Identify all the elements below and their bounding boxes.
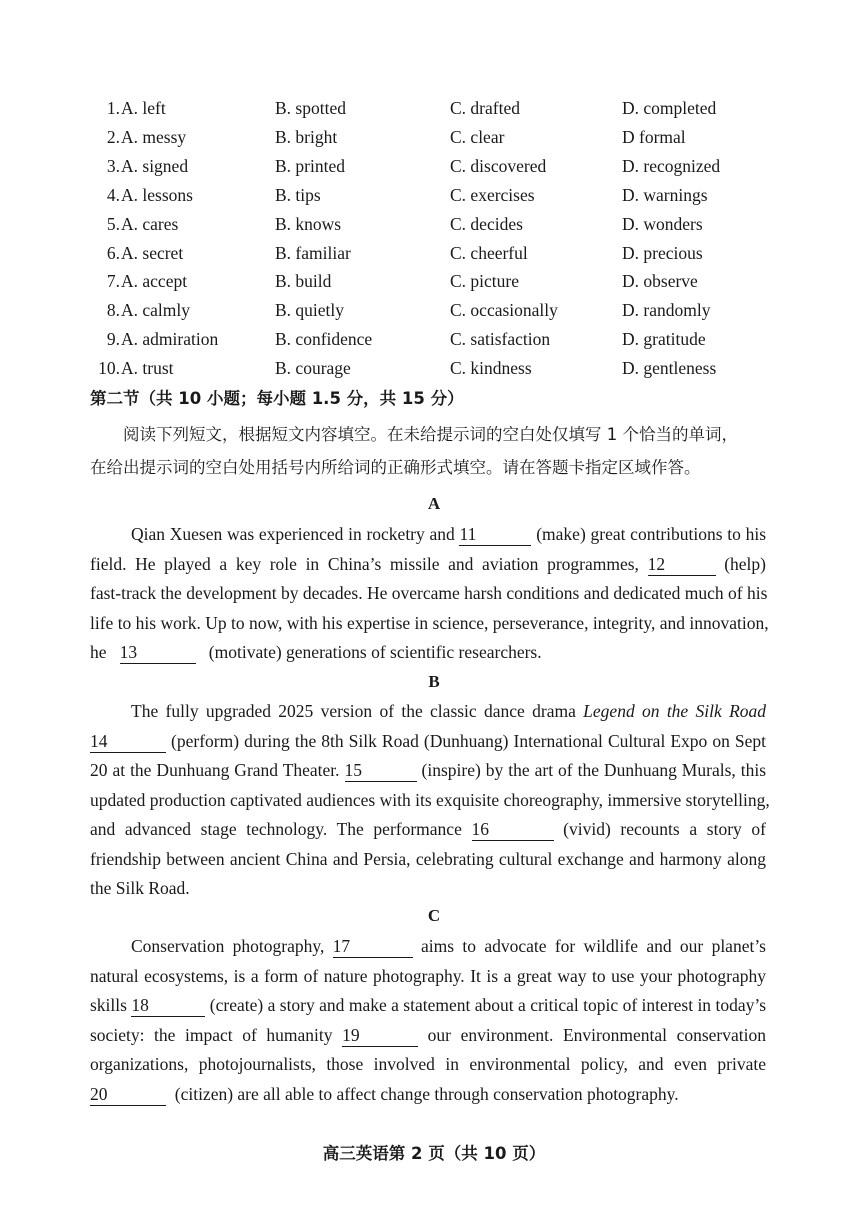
- option-c: C. picture: [450, 271, 520, 292]
- question-number: 7.: [106, 271, 120, 292]
- passage-b-line: 20 at the Dunhuang Grand Theater. 15 (inspire) by the art of the Dunhuang Murals, this: [90, 760, 767, 780]
- blank-13: 13: [120, 641, 196, 664]
- passage-c-line: organizations, photojournalists, those involved in environmental policy, and even private: [90, 1054, 766, 1074]
- passage-a-line: field. He played a key role in China’s missile and aviation programmes, 12 (help): [90, 553, 766, 574]
- question-number: 4.: [106, 184, 120, 205]
- option-b: B. familiar: [275, 242, 351, 263]
- option-c: C. satisfaction: [450, 329, 551, 350]
- passage-c-line: natural ecosystems, is a form of nature photography. It is a great way to use your photography: [90, 965, 766, 986]
- option-d: D. warnings: [622, 184, 708, 205]
- option-b: B. build: [275, 271, 332, 292]
- blank-16: 16: [472, 818, 554, 841]
- blank-12: 12: [648, 553, 716, 576]
- option-c: C. drafted: [450, 98, 520, 118]
- passage-b-line: the Silk Road.: [90, 878, 190, 898]
- question-number: 8.: [106, 300, 120, 321]
- page-footer: 高三英语第 2 页（共 10 页）: [322, 1144, 546, 1163]
- option-d: D. completed: [622, 98, 717, 118]
- question-number: 10.: [98, 358, 120, 379]
- option-c: C. exercises: [450, 184, 535, 205]
- passage-c: [90, 932, 766, 1109]
- option-a: A. trust: [121, 358, 174, 379]
- passage-b-line: The fully upgraded 2025 version of the classic dance drama Legend on the Silk Road: [131, 701, 767, 721]
- option-d: D. wonders: [622, 213, 703, 234]
- passage-b-line: friendship between ancient China and Persia, celebrating cultural exchange and harmony along: [90, 848, 766, 869]
- blank-11: 11: [459, 523, 531, 546]
- question-number: 6.: [106, 242, 120, 263]
- blank-14: 14: [90, 730, 166, 753]
- option-a: A. cares: [121, 213, 179, 234]
- passage-a: [90, 520, 769, 668]
- option-row: [0, 123, 868, 151]
- option-c: C. occasionally: [450, 300, 558, 321]
- question-number: 5.: [106, 213, 120, 234]
- option-d: D. gratitude: [622, 329, 706, 350]
- option-d: D. gentleness: [622, 358, 717, 379]
- option-row: [0, 210, 868, 238]
- blank-15: 15: [345, 759, 417, 782]
- option-row: [0, 354, 868, 382]
- instruction-line-1: 阅读下列短文，根据短文内容填空。在未给提示词的空白处仅填写 1 个恰当的单词，: [123, 425, 738, 444]
- option-c: C. cheerful: [450, 242, 528, 263]
- option-a: A. signed: [121, 155, 189, 176]
- option-a: A. messy: [121, 126, 187, 147]
- option-row: [0, 181, 868, 209]
- option-d: D. observe: [622, 271, 698, 292]
- drama-title: Legend on the Silk Road: [583, 701, 767, 721]
- option-c: C. kindness: [450, 358, 532, 379]
- option-row: [0, 325, 868, 353]
- passage-b: [90, 697, 770, 904]
- question-number: 9.: [106, 329, 120, 350]
- option-c: C. clear: [450, 126, 505, 147]
- passage-c-line: skills 18 (create) a story and make a statement about a critical topic of interest in today’s: [90, 995, 767, 1015]
- option-d: D formal: [622, 126, 686, 147]
- blank-20: 20: [90, 1083, 166, 1106]
- passage-a-line: Qian Xuesen was experienced in rocketry and 11 (make) great contributions to his: [131, 524, 767, 544]
- passage-a-line: he 13 (motivate) generations of scientific researchers.: [90, 642, 542, 662]
- option-row: [0, 152, 868, 180]
- blank-19: 19: [342, 1024, 418, 1047]
- option-b: B. confidence: [275, 329, 373, 350]
- option-b: B. courage: [275, 358, 351, 379]
- option-a: A. lessons: [121, 184, 193, 205]
- question-number: 2.: [106, 126, 120, 147]
- option-a: A. secret: [121, 242, 184, 263]
- option-a: A. left: [121, 98, 166, 118]
- passage-b-line: 14 (perform) during the 8th Silk Road (Dunhuang) International Cultural Expo on Sept: [90, 730, 767, 751]
- option-a: A. accept: [121, 271, 188, 292]
- option-c: C. decides: [450, 213, 523, 234]
- option-d: D. precious: [622, 242, 703, 263]
- passage-c-title: C: [427, 906, 441, 925]
- passage-c-line: Conservation photography, 17 aims to advocate for wildlife and our planet’s: [131, 936, 766, 956]
- option-a: A. admiration: [121, 329, 219, 350]
- passage-c-line: 20 (citizen) are all able to affect change through conservation photography.: [90, 1083, 679, 1104]
- instruction-line-2: 在给出提示词的空白处用括号内所给词的正确形式填空。请在答题卡指定区域作答。: [90, 458, 701, 477]
- option-a: A. calmly: [121, 300, 191, 321]
- blank-17: 17: [333, 935, 413, 958]
- option-row: [0, 239, 868, 267]
- section-title: 第二节（共 10 小题；每小题 1.5 分，共 15 分）: [90, 389, 464, 408]
- question-number: 1.: [106, 98, 120, 118]
- option-d: D. randomly: [622, 300, 711, 321]
- option-row: [0, 94, 868, 122]
- option-row: [0, 296, 868, 324]
- option-b: B. printed: [275, 155, 345, 176]
- passage-a-line: life to his work. Up to now, with his expertise in science, perseverance, integrity, and innovation,: [90, 612, 769, 633]
- option-b: B. bright: [275, 126, 338, 147]
- option-b: B. knows: [275, 213, 342, 234]
- option-b: B. spotted: [275, 98, 346, 118]
- passage-a-line: fast-track the development by decades. He overcame harsh conditions and dedicated much of his: [90, 583, 768, 603]
- passage-c-line: society: the impact of humanity 19 our environment. Environmental conservation: [90, 1024, 766, 1045]
- option-b: B. quietly: [275, 300, 345, 321]
- passage-b-line: updated production captivated audiences with its exquisite choreography, immersive storytelling,: [90, 789, 770, 810]
- passage-b-line: and advanced stage technology. The performance 16 (vivid) recounts a story of: [90, 819, 767, 839]
- option-b: B. tips: [275, 184, 321, 205]
- question-number: 3.: [106, 155, 120, 176]
- option-row: [0, 267, 868, 295]
- option-c: C. discovered: [450, 155, 547, 176]
- passage-a-title: A: [427, 494, 441, 513]
- option-d: D. recognized: [622, 155, 721, 176]
- passage-b-title: B: [428, 672, 440, 691]
- blank-18: 18: [131, 994, 205, 1017]
